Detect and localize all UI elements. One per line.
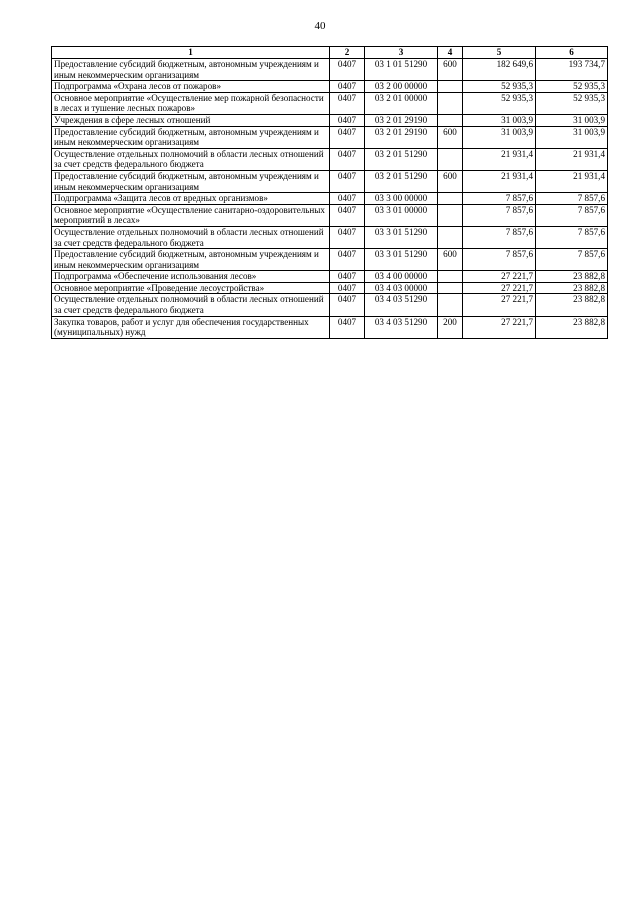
cell-amount-col5: 27 221,7	[463, 294, 536, 316]
column-header: 5	[463, 47, 536, 59]
cell-expense-type	[438, 204, 463, 226]
cell-target-article: 03 3 00 00000	[365, 193, 438, 205]
cell-amount-col6: 7 857,6	[536, 226, 608, 248]
cell-section: 0407	[330, 294, 365, 316]
column-header: 6	[536, 47, 608, 59]
column-header: 2	[330, 47, 365, 59]
cell-expense-type	[438, 193, 463, 205]
cell-amount-col6: 23 882,8	[536, 282, 608, 294]
cell-amount-col6: 7 857,6	[536, 249, 608, 271]
table-body	[52, 59, 608, 339]
cell-expense-type	[438, 294, 463, 316]
table-row	[52, 226, 608, 248]
cell-target-article: 03 4 03 00000	[365, 282, 438, 294]
cell-name: Предоставление субсидий бюджетным, автономным учреждениям и иным некоммерческим организациям	[52, 170, 330, 192]
page-number: 40	[314, 20, 326, 32]
column-header: 1	[52, 47, 330, 59]
cell-amount-col5: 7 857,6	[463, 226, 536, 248]
cell-section: 0407	[330, 249, 365, 271]
cell-amount-col6: 23 882,8	[536, 294, 608, 316]
cell-name: Подпрограмма «Обеспечение использования лесов»	[52, 271, 330, 283]
cell-target-article: 03 2 01 29190	[365, 114, 438, 126]
table-row	[52, 81, 608, 93]
cell-target-article: 03 4 03 51290	[365, 316, 438, 338]
cell-target-article: 03 3 01 51290	[365, 249, 438, 271]
cell-name: Учреждения в сфере лесных отношений	[52, 114, 330, 126]
column-header: 4	[438, 47, 463, 59]
cell-amount-col5: 7 857,6	[463, 193, 536, 205]
column-header: 3	[365, 47, 438, 59]
table-row	[52, 316, 608, 338]
cell-name: Закупка товаров, работ и услуг для обеспечения государственных (муниципальных) нужд	[52, 316, 330, 338]
table-row	[52, 59, 608, 81]
cell-name: Осуществление отдельных полномочий в области лесных отношений за счет средств федерального бюджета	[52, 148, 330, 170]
cell-expense-type	[438, 81, 463, 93]
cell-amount-col6: 21 931,4	[536, 148, 608, 170]
cell-amount-col6: 7 857,6	[536, 193, 608, 205]
cell-section: 0407	[330, 59, 365, 81]
cell-amount-col5: 31 003,9	[463, 114, 536, 126]
cell-amount-col6: 23 882,8	[536, 271, 608, 283]
cell-amount-col6: 7 857,6	[536, 204, 608, 226]
cell-name: Основное мероприятие «Проведение лесоустройства»	[52, 282, 330, 294]
cell-target-article: 03 3 01 51290	[365, 226, 438, 248]
cell-expense-type: 600	[438, 170, 463, 192]
cell-expense-type: 600	[438, 249, 463, 271]
cell-expense-type: 600	[438, 126, 463, 148]
cell-name: Предоставление субсидий бюджетным, автономным учреждениям и иным некоммерческим организациям	[52, 126, 330, 148]
cell-name: Осуществление отдельных полномочий в области лесных отношений за счет средств федерального бюджета	[52, 294, 330, 316]
cell-amount-col5: 21 931,4	[463, 148, 536, 170]
cell-amount-col5: 31 003,9	[463, 126, 536, 148]
cell-amount-col6: 21 931,4	[536, 170, 608, 192]
cell-target-article: 03 2 01 29190	[365, 126, 438, 148]
cell-amount-col5: 52 935,3	[463, 92, 536, 114]
cell-section: 0407	[330, 126, 365, 148]
cell-section: 0407	[330, 282, 365, 294]
table-row	[52, 92, 608, 114]
cell-section: 0407	[330, 114, 365, 126]
cell-expense-type: 200	[438, 316, 463, 338]
cell-amount-col5: 27 221,7	[463, 282, 536, 294]
table-header-row	[52, 47, 608, 59]
cell-amount-col5: 27 221,7	[463, 316, 536, 338]
cell-section: 0407	[330, 204, 365, 226]
table-row	[52, 193, 608, 205]
table-row	[52, 282, 608, 294]
cell-expense-type	[438, 148, 463, 170]
cell-target-article: 03 4 03 51290	[365, 294, 438, 316]
cell-amount-col6: 31 003,9	[536, 126, 608, 148]
cell-amount-col6: 193 734,7	[536, 59, 608, 81]
cell-target-article: 03 2 01 00000	[365, 92, 438, 114]
cell-amount-col5: 182 649,6	[463, 59, 536, 81]
cell-section: 0407	[330, 148, 365, 170]
cell-section: 0407	[330, 92, 365, 114]
cell-amount-col5: 52 935,3	[463, 81, 536, 93]
cell-section: 0407	[330, 316, 365, 338]
cell-target-article: 03 2 01 51290	[365, 148, 438, 170]
table-row	[52, 294, 608, 316]
cell-expense-type	[438, 282, 463, 294]
cell-section: 0407	[330, 271, 365, 283]
cell-expense-type	[438, 226, 463, 248]
table-row	[52, 126, 608, 148]
cell-target-article: 03 4 00 00000	[365, 271, 438, 283]
cell-target-article: 03 3 01 00000	[365, 204, 438, 226]
cell-amount-col5: 27 221,7	[463, 271, 536, 283]
cell-amount-col6: 31 003,9	[536, 114, 608, 126]
table-row	[52, 204, 608, 226]
table-row	[52, 249, 608, 271]
cell-name: Подпрограмма «Защита лесов от вредных организмов»	[52, 193, 330, 205]
cell-target-article: 03 2 00 00000	[365, 81, 438, 93]
cell-section: 0407	[330, 81, 365, 93]
cell-expense-type	[438, 114, 463, 126]
cell-name: Основное мероприятие «Осуществление мер пожарной безопасности в лесах и тушение лесных пожаров»	[52, 92, 330, 114]
cell-expense-type	[438, 92, 463, 114]
cell-target-article: 03 1 01 51290	[365, 59, 438, 81]
table-row	[52, 148, 608, 170]
cell-section: 0407	[330, 170, 365, 192]
table-row	[52, 170, 608, 192]
cell-name: Подпрограмма «Охрана лесов от пожаров»	[52, 81, 330, 93]
cell-section: 0407	[330, 193, 365, 205]
cell-section: 0407	[330, 226, 365, 248]
cell-amount-col5: 21 931,4	[463, 170, 536, 192]
cell-amount-col5: 7 857,6	[463, 204, 536, 226]
table-row	[52, 271, 608, 283]
cell-expense-type: 600	[438, 59, 463, 81]
cell-amount-col6: 52 935,3	[536, 92, 608, 114]
cell-expense-type	[438, 271, 463, 283]
cell-amount-col6: 23 882,8	[536, 316, 608, 338]
cell-name: Основное мероприятие «Осуществление санитарно-оздоровительных мероприятий в лесах»	[52, 204, 330, 226]
cell-name: Осуществление отдельных полномочий в области лесных отношений за счет средств федерального бюджета	[52, 226, 330, 248]
cell-name: Предоставление субсидий бюджетным, автономным учреждениям и иным некоммерческим организациям	[52, 59, 330, 81]
cell-amount-col6: 52 935,3	[536, 81, 608, 93]
budget-table	[51, 46, 608, 339]
cell-amount-col5: 7 857,6	[463, 249, 536, 271]
cell-name: Предоставление субсидий бюджетным, автономным учреждениям и иным некоммерческим организациям	[52, 249, 330, 271]
cell-target-article: 03 2 01 51290	[365, 170, 438, 192]
table-row	[52, 114, 608, 126]
